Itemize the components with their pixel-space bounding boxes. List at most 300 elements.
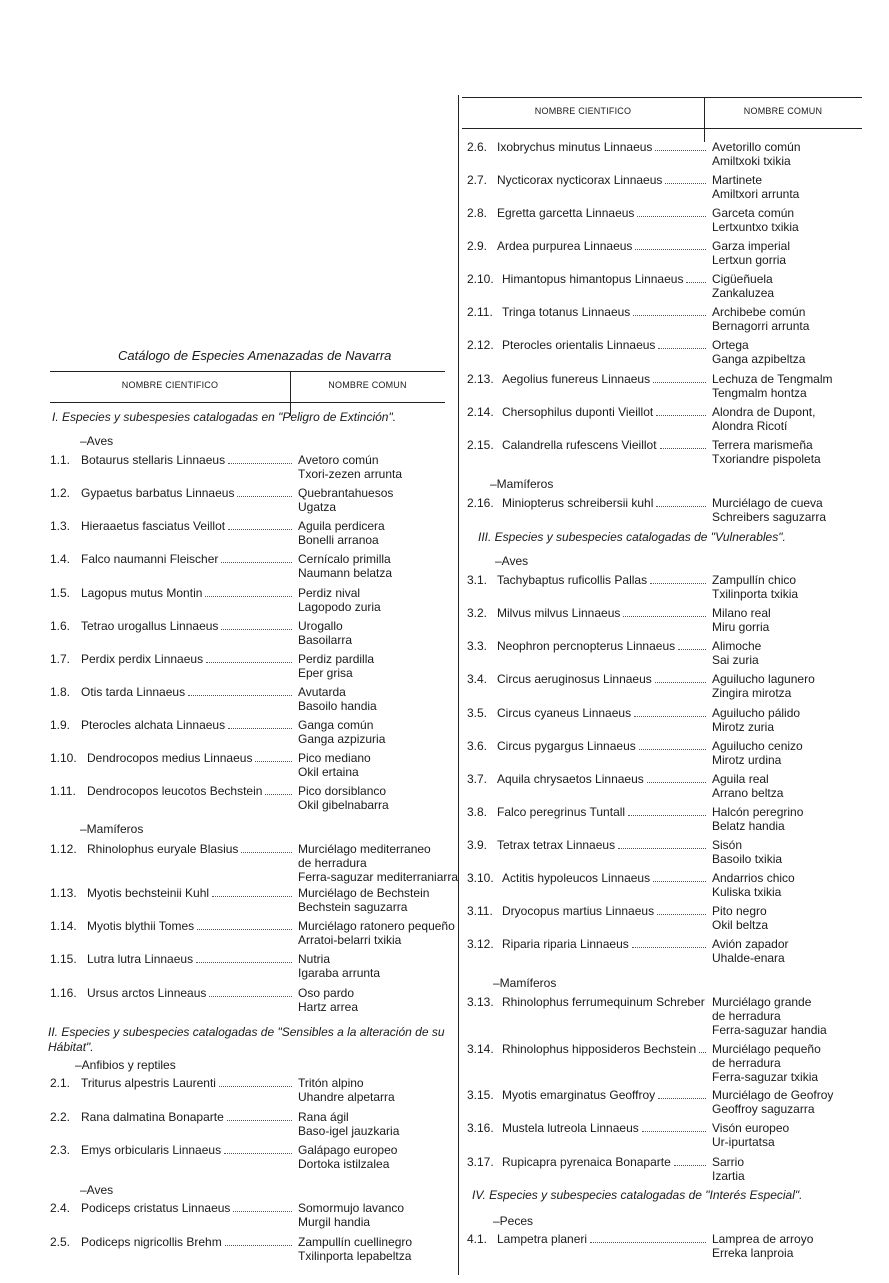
scientific-name: Ixobrychus minutus Linnaeus <box>497 140 653 154</box>
scientific-name: Myotis blythii Tomes <box>87 919 195 933</box>
common-name: Arrano beltza <box>712 786 784 800</box>
entry-number: 2.9. <box>467 239 488 253</box>
entry-number: 1.14. <box>50 919 77 933</box>
common-names <box>712 372 833 400</box>
leader-dots <box>227 1110 292 1121</box>
common-name: Murciélago de Geofroy <box>712 1088 834 1102</box>
leader-dots <box>623 606 706 617</box>
common-name: Murciélago ratonero pequeño <box>298 919 455 933</box>
leader-dots <box>224 1143 292 1154</box>
scientific-name: Circus aeruginosus Linnaeus <box>497 672 652 686</box>
leader-dots <box>241 842 292 853</box>
entry-number: 2.15. <box>467 438 494 452</box>
common-names <box>298 751 371 779</box>
common-name: Milano real <box>712 606 771 620</box>
leader-dots <box>221 552 292 563</box>
common-name: Murciélago mediterraneo <box>298 842 431 856</box>
common-names <box>298 486 393 514</box>
entry-number: 3.17. <box>467 1155 494 1169</box>
common-names <box>712 606 771 634</box>
common-name: Aguila perdicera <box>298 519 385 533</box>
common-name: Garceta común <box>712 206 795 220</box>
common-name: Txilinporta txikia <box>712 587 799 601</box>
common-names <box>298 986 358 1014</box>
leader-dots <box>660 438 706 449</box>
scientific-name: Rhinolophus ferrumequinum Schreber <box>502 995 705 1009</box>
entry-number: 3.10. <box>467 871 494 885</box>
common-name: Ugatza <box>298 500 337 514</box>
leader-dots <box>209 986 292 997</box>
scientific-name: Circus pygargus Linnaeus <box>497 739 636 753</box>
scientific-name: Tetrax tetrax Linnaeus <box>497 838 616 852</box>
common-name: Rana ágil <box>298 1110 349 1124</box>
common-names <box>298 784 389 812</box>
common-name: Avetoro común <box>298 453 379 467</box>
entry-number: 2.4. <box>50 1201 71 1215</box>
common-name: Txoriandre pispoleta <box>712 452 821 466</box>
entry-number: 3.4. <box>467 672 488 686</box>
common-names <box>712 573 798 601</box>
leader-dots <box>632 937 706 948</box>
entry-number: 3.6. <box>467 739 488 753</box>
entry-number: 1.16. <box>50 986 77 1000</box>
leader-dots <box>657 904 706 915</box>
common-name: Terrera marismeña <box>712 438 813 452</box>
entry-number: 2.7. <box>467 173 488 187</box>
group-aves-2: –Aves <box>80 1183 114 1197</box>
leader-dots <box>653 871 706 882</box>
common-name: Okil beltza <box>712 918 769 932</box>
leader-dots <box>206 652 292 663</box>
common-names <box>712 438 821 466</box>
common-names <box>298 453 402 481</box>
group-mamiferos-right-2: –Mamíferos <box>493 976 557 990</box>
common-name: Zingira mirotza <box>712 686 792 700</box>
scientific-name: Aegolius funereus Linnaeus <box>502 372 651 386</box>
common-name: Perdiz pardilla <box>298 652 375 666</box>
common-name: Alondra Ricotí <box>712 419 788 433</box>
common-name: Quebrantahuesos <box>298 486 394 500</box>
entry-number: 2.6. <box>467 140 488 154</box>
entry-number: 3.2. <box>467 606 488 620</box>
common-name: Kuliska txikia <box>712 885 782 899</box>
right-table-header <box>462 97 862 129</box>
entry-number: 3.13. <box>467 995 494 1009</box>
scientific-name: Dendrocopos medius Linnaeus <box>87 751 253 765</box>
common-name: Ortega <box>712 338 749 352</box>
entry-number: 4.1. <box>467 1232 488 1246</box>
entry-number: 1.6. <box>50 619 71 633</box>
common-names <box>712 838 782 866</box>
common-names <box>298 1201 404 1229</box>
scientific-name: Milvus milvus Linnaeus <box>497 606 621 620</box>
leader-dots <box>228 718 292 729</box>
common-names <box>712 272 774 300</box>
common-names <box>298 1076 395 1104</box>
entry-number: 3.11. <box>467 904 493 918</box>
leader-dots <box>655 672 706 683</box>
common-name: Pito negro <box>712 904 767 918</box>
common-name: Lagopodo zuria <box>298 600 381 614</box>
entry-number: 1.11. <box>50 784 76 798</box>
leader-dots <box>233 1201 292 1212</box>
common-names <box>712 805 803 833</box>
entry-number: 1.5. <box>50 586 71 600</box>
scientific-name: Gypaetus barbatus Linnaeus <box>81 486 235 500</box>
scientific-name: Rupicapra pyrenaica Bonaparte <box>502 1155 671 1169</box>
common-name: Amiltxori arrunta <box>712 187 800 201</box>
leader-dots <box>658 338 706 349</box>
common-name: Uhandre alpetarra <box>298 1090 395 1104</box>
entry-number: 1.15. <box>50 952 77 966</box>
scientific-name: Falco peregrinus Tuntall <box>497 805 626 819</box>
scientific-name: Hieraaetus fasciatus Veillot <box>81 519 226 533</box>
common-name: Galápago europeo <box>298 1143 398 1157</box>
common-name: Sisón <box>712 838 743 852</box>
header-scientific-name: NOMBRE CIENTIFICO <box>121 380 219 390</box>
entry-number: 3.12. <box>467 937 494 951</box>
common-name: Zankaluzea <box>712 286 775 300</box>
common-names <box>298 685 377 713</box>
leader-dots <box>642 1121 706 1132</box>
common-name: Txilinporta lepabeltza <box>298 1249 412 1263</box>
common-name: Cigüeñuela <box>712 272 773 286</box>
common-name: Erreka lanproia <box>712 1246 794 1260</box>
entry-number: 3.8. <box>467 805 488 819</box>
common-name: Ganga común <box>298 718 374 732</box>
leader-dots <box>628 805 706 816</box>
entry-number: 3.7. <box>467 772 488 786</box>
leader-dots <box>634 706 706 717</box>
scientific-name: Mustela lutreola Linnaeus <box>502 1121 639 1135</box>
common-name: Miru gorria <box>712 620 770 634</box>
entry-number: 2.12. <box>467 338 494 352</box>
common-name: Andarrios chico <box>712 871 795 885</box>
entry-number: 3.9. <box>467 838 488 852</box>
common-names <box>298 619 352 647</box>
scientific-name: Podiceps cristatus Linnaeus <box>81 1201 231 1215</box>
common-name: Alondra de Dupont, <box>712 405 816 419</box>
scientific-name: Tetrao urogallus Linnaeus <box>81 619 219 633</box>
scientific-name: Lagopus mutus Montin <box>81 586 203 600</box>
common-name: Lamprea de arroyo <box>712 1232 814 1246</box>
scientific-name: Lampetra planeri <box>497 1232 588 1246</box>
entry-number: 1.3. <box>50 519 71 533</box>
leader-dots <box>265 784 292 795</box>
common-name: Basoilo txikia <box>712 852 783 866</box>
common-name: de herradura <box>298 856 367 870</box>
leader-dots <box>196 952 292 963</box>
entry-number: 1.9. <box>50 718 71 732</box>
leader-dots <box>647 772 706 783</box>
scientific-name: Riparia riparia Linnaeus <box>502 937 629 951</box>
entry-number: 3.5. <box>467 706 488 720</box>
common-name: Izartia <box>712 1169 745 1183</box>
common-name: Eper grisa <box>298 666 353 680</box>
common-name: Lertxun gorria <box>712 253 787 267</box>
common-name: Ferra-saguzar handia <box>712 1023 827 1037</box>
common-names <box>712 1042 821 1084</box>
scientific-name: Miniopterus schreibersii kuhl <box>502 496 654 510</box>
leader-dots <box>655 140 706 151</box>
scientific-name: Perdix perdix Linnaeus <box>81 652 204 666</box>
common-names <box>712 405 815 433</box>
entry-number: 1.8. <box>50 685 71 699</box>
common-names <box>712 496 826 524</box>
common-name: Basoilarra <box>298 633 353 647</box>
group-aves: –Aves <box>80 434 114 448</box>
common-name: Sarrio <box>712 1155 745 1169</box>
common-names <box>712 1121 789 1149</box>
common-names <box>712 937 789 965</box>
entry-number: 2.1. <box>50 1076 71 1090</box>
entry-number: 3.16. <box>467 1121 494 1135</box>
common-names <box>712 1232 813 1260</box>
common-name: Amiltxoki txikia <box>712 154 791 168</box>
common-name: Lertxuntxo txikia <box>712 220 799 234</box>
header-scientific-name-right: NOMBRE CIENTIFICO <box>534 106 632 116</box>
common-name: Ur-ipurtatsa <box>712 1135 775 1149</box>
leader-dots <box>618 838 706 849</box>
common-name: Igaraba arrunta <box>298 966 381 980</box>
common-name: Geoffroy saguzarra <box>712 1102 815 1116</box>
catalog-title: Catálogo de Especies Amenazadas de Navarra <box>118 348 392 363</box>
entry-number: 3.14. <box>467 1042 494 1056</box>
scientific-name: Rhinolophus euryale Blasius <box>87 842 239 856</box>
common-name: Cernícalo primilla <box>298 552 391 566</box>
common-name: Visón europeo <box>712 1121 790 1135</box>
scientific-name: Myotis emarginatus Geoffroy <box>502 1088 656 1102</box>
common-name: Lechuza de Tengmalm <box>712 372 833 386</box>
leader-dots <box>639 739 706 750</box>
common-name: Urogallo <box>298 619 343 633</box>
entry-number: 2.3. <box>50 1143 71 1157</box>
common-names <box>712 1155 745 1183</box>
common-names <box>712 140 801 168</box>
common-name: Sai zuria <box>712 653 759 667</box>
common-name: Murgil handia <box>298 1215 371 1229</box>
common-name: Ferra-saguzar mediterraniarra <box>298 870 459 884</box>
entry-number: 1.13. <box>50 886 77 900</box>
entry-number: 1.1. <box>50 453 71 467</box>
entry-number: 2.8. <box>467 206 488 220</box>
scientific-name: Rana dalmatina Bonaparte <box>81 1110 224 1124</box>
leader-dots <box>656 405 706 416</box>
common-names <box>712 995 827 1037</box>
common-name: Ferra-saguzar txikia <box>712 1070 819 1084</box>
group-peces: –Peces <box>493 1214 534 1228</box>
common-names <box>298 886 429 914</box>
common-names <box>712 639 761 667</box>
group-aves-right: –Aves <box>495 554 529 568</box>
common-name: Ganga azpibeltza <box>712 352 806 366</box>
leader-dots <box>228 453 292 464</box>
scientific-name: Dryocopus martius Linnaeus <box>502 904 655 918</box>
leader-dots <box>221 619 292 630</box>
common-name: Avetorillo común <box>712 140 801 154</box>
left-table-header <box>50 371 445 403</box>
scientific-name: Nycticorax nycticorax Linnaeus <box>497 173 663 187</box>
common-name: Somormujo lavanco <box>298 1201 405 1215</box>
common-name: Oso pardo <box>298 986 355 1000</box>
scientific-name: Pterocles orientalis Linnaeus <box>502 338 656 352</box>
scientific-name: Myotis bechsteinii Kuhl <box>87 886 210 900</box>
leader-dots <box>665 173 706 184</box>
common-name: Dortoka istilzalea <box>298 1157 390 1171</box>
common-name: Zampullín chico <box>712 573 797 587</box>
common-name: Avutarda <box>298 685 346 699</box>
group-mamiferos: –Mamíferos <box>80 822 144 836</box>
scientific-name: Dendrocopos leucotos Bechstein <box>87 784 263 798</box>
common-name: Arratoi-belarri txikia <box>298 933 402 947</box>
scientific-name: Tringa totanus Linnaeus <box>502 305 631 319</box>
leader-dots <box>678 639 706 650</box>
entry-number: 3.3. <box>467 639 488 653</box>
common-name: Alimoche <box>712 639 762 653</box>
header-divider-right <box>704 98 705 142</box>
common-names <box>712 739 803 767</box>
leader-dots <box>658 1088 706 1099</box>
common-name: Mirotz zuria <box>712 720 775 734</box>
entry-number: 3.15. <box>467 1088 494 1102</box>
common-name: Okil ertaina <box>298 765 359 779</box>
common-name: Halcón peregrino <box>712 805 804 819</box>
common-names <box>712 1088 833 1116</box>
common-name: Uhalde-enara <box>712 951 785 965</box>
common-name: Okil gibelnabarra <box>298 798 389 812</box>
entry-number: 2.10. <box>467 272 494 286</box>
scientific-name: Tachybaptus ruficollis Pallas <box>497 573 648 587</box>
common-names <box>712 904 768 932</box>
scientific-name: Neophron percnopterus Linnaeus <box>497 639 676 653</box>
common-name: Pico mediano <box>298 751 371 765</box>
scientific-name: Calandrella rufescens Vieillot <box>502 438 657 452</box>
common-name: Aguilucho pálido <box>712 706 801 720</box>
common-name: Nutria <box>298 952 331 966</box>
leader-dots <box>635 239 706 250</box>
leader-dots <box>197 919 292 930</box>
common-name: Bonelli arranoa <box>298 533 379 547</box>
scientific-name: Ardea purpurea Linnaeus <box>497 239 633 253</box>
common-name: Murciélago de Bechstein <box>298 886 430 900</box>
common-names <box>298 952 380 980</box>
common-name: Aguilucho lagunero <box>712 672 815 686</box>
common-name: Schreibers saguzarra <box>712 510 827 524</box>
scientific-name: Circus cyaneus Linnaeus <box>497 706 632 720</box>
scientific-name: Lutra lutra Linnaeus <box>87 952 194 966</box>
common-names <box>712 239 790 267</box>
section-sensibles: II. Especies y subespecies catalogadas de "Sensibles a la alteración de su Hábitat". <box>48 1025 445 1054</box>
scientific-name: Pterocles alchata Linnaeus <box>81 718 226 732</box>
common-name: Baso-igel jauzkaria <box>298 1124 400 1138</box>
entry-number: 1.7. <box>50 652 71 666</box>
common-name: Martinete <box>712 173 763 187</box>
header-common-name: NOMBRE COMUN <box>328 380 407 390</box>
leader-dots <box>650 573 706 584</box>
entry-number: 1.2. <box>50 486 71 500</box>
header-common-name-right: NOMBRE COMUN <box>743 106 823 116</box>
scientific-name: Podiceps nigricollis Brehm <box>81 1235 222 1249</box>
common-names <box>712 672 815 700</box>
leader-dots <box>699 1042 706 1053</box>
entry-number: 1.12. <box>50 842 77 856</box>
group-mamiferos-right: –Mamíferos <box>490 477 554 491</box>
common-names <box>298 519 385 547</box>
scientific-name: Chersophilus duponti Vieillot <box>502 405 654 419</box>
common-names <box>712 305 809 333</box>
entry-number: 1.10. <box>50 751 77 765</box>
leader-dots <box>255 751 292 762</box>
leader-dots <box>219 1076 292 1087</box>
scientific-name: Ursus arctos Linneaus <box>87 986 207 1000</box>
common-name: Aguilucho cenizo <box>712 739 803 753</box>
leader-dots <box>637 206 706 217</box>
common-name: Pico dorsiblanco <box>298 784 387 798</box>
common-names <box>298 718 385 746</box>
common-names <box>712 338 805 366</box>
common-name: Zampullín cuellinegro <box>298 1235 413 1249</box>
scientific-name: Emys orbicularis Linnaeus <box>81 1143 222 1157</box>
common-name: Garza imperial <box>712 239 791 253</box>
right-column-rule <box>458 95 459 1275</box>
scientific-name: Botaurus stellaris Linnaeus <box>81 453 226 467</box>
scientific-name: Otis tarda Linnaeus <box>81 685 186 699</box>
common-names <box>298 1143 397 1171</box>
common-name: Murciélago grande <box>712 995 812 1009</box>
entry-number: 2.16. <box>467 496 494 510</box>
common-name: Basoilo handia <box>298 699 377 713</box>
common-name: Hartz arrea <box>298 1000 359 1014</box>
common-names <box>298 1235 412 1263</box>
entry-number: 3.1. <box>467 573 488 587</box>
common-name: Tritón alpino <box>298 1076 364 1090</box>
common-name: Murciélago de cueva <box>712 496 823 510</box>
section-interes-especial: IV. Especies y subespecies catalogadas de "Interés Especial". <box>472 1188 803 1202</box>
leader-dots <box>228 519 292 530</box>
common-name: Tengmalm hontza <box>712 386 807 400</box>
group-anfibios: –Anfibios y reptiles <box>75 1058 176 1072</box>
common-name: Ganga azpizuria <box>298 732 386 746</box>
scientific-name: Rhinolophus hipposideros Bechstein <box>502 1042 697 1056</box>
common-name: Naumann belatza <box>298 566 393 580</box>
entry-number: 2.2. <box>50 1110 71 1124</box>
common-names <box>712 173 799 201</box>
entry-number: 2.14. <box>467 405 494 419</box>
leader-dots <box>225 1235 292 1246</box>
leader-dots <box>656 496 706 507</box>
common-name: Murciélago pequeño <box>712 1042 821 1056</box>
common-names <box>298 586 381 614</box>
common-names <box>712 206 799 234</box>
entry-number: 2.5. <box>50 1235 71 1249</box>
common-name: de herradura <box>712 1056 781 1070</box>
common-names <box>298 842 458 884</box>
section-vulnerables: III. Especies y subespecies catalogadas de "Vulnerables". <box>478 530 786 544</box>
entry-number: 1.4. <box>50 552 71 566</box>
leader-dots <box>674 1155 706 1166</box>
section-peligro: I. Especies y subespesies catalogadas en "Peligro de Extinción". <box>52 410 397 424</box>
leader-dots <box>188 685 292 696</box>
leader-dots <box>653 372 706 383</box>
leader-dots <box>686 272 706 283</box>
leader-dots <box>633 305 706 316</box>
common-name: Mirotz urdina <box>712 753 782 767</box>
common-names <box>712 871 795 899</box>
scientific-name: Aquila chrysaetos Linnaeus <box>497 772 644 786</box>
leader-dots <box>237 486 292 497</box>
common-name: de herradura <box>712 1009 781 1023</box>
scientific-name: Himantopus himantopus Linnaeus <box>502 272 684 286</box>
